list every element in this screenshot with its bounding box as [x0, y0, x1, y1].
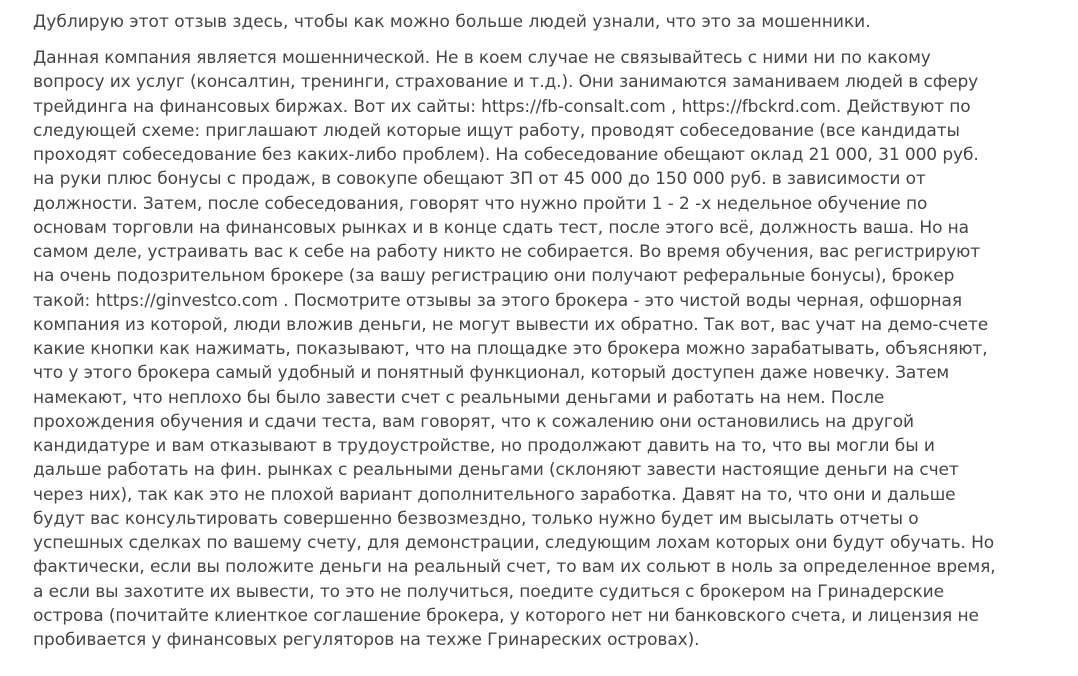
- paragraph-line: трейдинга на финансовых биржах. Вот их сайты: https://fb-consalt.com , https://fbckrd.com. Действуют по: [33, 96, 971, 117]
- paragraph-line: на руки плюс бонусы с продаж, в совокупе обещают ЗП от 45 000 до 150 000 руб. в зависимости от: [33, 169, 926, 190]
- paragraph-line: кандидатуре и вам отказывают в трудоустройстве, но продолжают давить на то, что вы могли бы и: [33, 436, 935, 456]
- paragraph-line: намекают, что неплохо бы было завести счет с реальными деньгами и работать на нем. После: [33, 387, 885, 408]
- paragraph-line: на очень подозрительном брокере (за вашу регистрацию они получают реферальные бонусы), брокер: [33, 266, 955, 287]
- paragraph-line: а если вы захотите их вывести, то это не получиться, поедите судиться с брокером на Гринадерские: [33, 581, 944, 602]
- paragraph-line: через них), так как это не плохой вариант дополнительного заработка. Давят на то, что они и дальше: [33, 484, 956, 505]
- paragraph-line: самом деле, устраивать вас к себе на работу никто не собирается. Во время обучения, вас регистрируют: [33, 242, 981, 262]
- paragraph-line: будут вас консультировать совершенно безвозмездно, только нужно будет им высылать отчеты о: [33, 508, 919, 529]
- paragraph-line: основам торговли на финансовых рынках и в конце сдать тест, после этого всё, должность ваша. Но на: [33, 217, 970, 238]
- paragraph-line: следующей схеме: приглашают людей которые ищут работу, проводят собеседование (все кандидаты: [33, 120, 960, 141]
- paragraph-line: что у этого брокера самый удобный и понятный функционал, который доступен даже новечку. Затем: [33, 363, 950, 384]
- paragraph-line: успешных сделках по вашему счету, для демонстрации, следующим лохам которых они будут обучать. Но: [33, 533, 995, 553]
- paragraph-line: Данная компания является мошеннической. Не в коем случае не связывайтесь с ними ни по какому: [33, 48, 931, 68]
- paragraph-line: должности. Затем, после собеседования, говорят что нужно пройти 1 - 2 -х недельное обучение по: [33, 193, 928, 214]
- review-paragraph: [33, 46, 996, 652]
- intro-text: Дублирую этот отзыв здесь, чтобы как можно больше людей узнали, что это за мошенники.: [33, 12, 871, 32]
- paragraph-line: прохождения обучения и сдачи теста, вам говорят, что к сожалению они остановились на другой: [33, 411, 915, 432]
- paragraph-line: пробивается у финансовых регуляторов на техже Гринареских островах).: [33, 630, 700, 650]
- paragraph-line: вопросу их услуг (консалтин, тренинги, страхование и т.д.). Они занимаются заманиваем людей в сферу: [33, 72, 979, 93]
- paragraph-line: компания из которой, люди вложив деньги, не могут вывести их обратно. Так вот, вас учат на демо-счете: [33, 314, 989, 335]
- paragraph-line: какие кнопки как нажимать, показывают, что на площадке это брокера можно зарабатывать, объясняют,: [33, 339, 988, 359]
- paragraph-line: дальше работать на фин. рынках с реальными деньгами (склоняют завести настоящие деньги на счет: [33, 460, 959, 481]
- paragraph-line: фактически, если вы положите деньги на реальный счет, то вам их сольют в ноль за определенное время,: [33, 557, 996, 578]
- paragraph-line: проходят собеседование без каких-либо проблем). На собеседование обещают оклад 21 000, 31 000 руб.: [33, 145, 979, 165]
- paragraph-line: такой: https://ginvestco.com . Посмотрите отзывы за этого брокера - это чистой воды черная, офшорная: [33, 290, 963, 311]
- paragraph-line: острова (почитайте клиенткое соглашение брокера, у которого нет ни банковского счета, и лицензия не: [33, 605, 979, 626]
